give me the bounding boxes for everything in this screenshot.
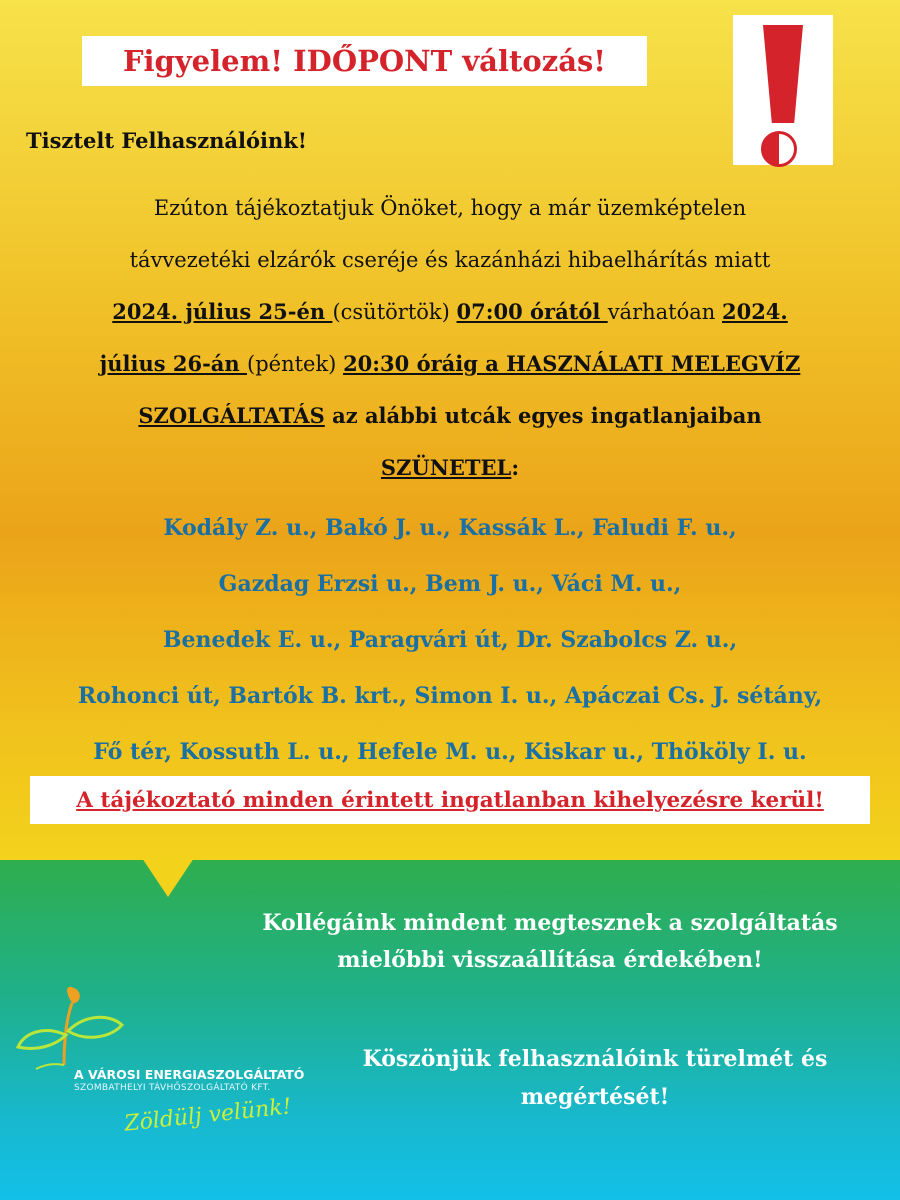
thanks-line-2: megértését!	[520, 1084, 670, 1110]
body-line-1: Ezúton tájékoztatjuk Önöket, hogy a már üzemképtelen	[153, 196, 747, 220]
notice-banner	[30, 776, 870, 824]
sprout-icon	[14, 985, 134, 1075]
end-year: 2024.	[721, 299, 788, 324]
street-line-5: Fő tér, Kossuth L. u., Hefele M. u., Kiskar u., Thököly I. u.	[93, 739, 807, 765]
street-line-3: Benedek E. u., Paragvári út, Dr. Szabolcs Z. u.,	[162, 627, 738, 653]
street-list	[0, 500, 900, 780]
logo-company-name: A VÁROSI ENERGIASZOLGÁLTATÓ	[74, 1067, 305, 1082]
street-line-4: Rohonci út, Bartók B. krt., Simon I. u., Apáczai Cs. J. sétány,	[77, 683, 823, 709]
street-line-2: Gazdag Erzsi u., Bem J. u., Váci M. u.,	[218, 571, 682, 597]
announcement-body	[0, 182, 900, 494]
end-time-service: 20:30 óráig a HASZNÁLATI MELEGVÍZ	[343, 351, 801, 376]
end-day: (péntek)	[247, 352, 344, 376]
colleagues-message	[200, 905, 900, 979]
logo-company-subname: SZOMBATHELYI TÁVHŐSZOLGÁLTATÓ KFT.	[74, 1083, 271, 1093]
service-word: SZOLGÁLTATÁS	[138, 403, 325, 428]
company-logo	[14, 985, 344, 1165]
thanks-line-1: Köszönjük felhasználóink türelmét és	[362, 1046, 828, 1072]
exclamation-dot	[761, 131, 797, 167]
thanks-message	[290, 1040, 900, 1116]
start-date: 2024. július 25-én	[112, 299, 333, 324]
start-time: 07:00 órától	[456, 299, 608, 324]
expected-word: várhatóan	[607, 300, 722, 324]
end-date: július 26-án	[99, 351, 247, 376]
suspended-colon: :	[511, 455, 520, 480]
streets-intro: az alábbi utcák egyes ingatlanjaiban	[324, 403, 762, 428]
exclamation-icon	[733, 15, 833, 165]
title-banner	[82, 36, 647, 86]
page-title: Figyelem! IDŐPONT változás!	[122, 44, 607, 78]
notice-text: A tájékoztató minden érintett ingatlanban kihelyezésre kerül!	[76, 787, 824, 813]
body-line-3	[0, 286, 900, 338]
body-line-2: távvezetéki elzárók cseréje és kazánházi hibaelhárítás miatt	[129, 248, 771, 272]
street-line-1: Kodály Z. u., Bakó J. u., Kassák L., Faludi F. u.,	[163, 515, 737, 541]
body-line-6	[0, 442, 900, 494]
body-line-4	[0, 338, 900, 390]
exclamation-bar	[763, 25, 803, 123]
logo-slogan: Zöldülj velünk!	[123, 1094, 293, 1137]
start-day: (csütörtök)	[332, 300, 457, 324]
greeting: Tisztelt Felhasználóink!	[26, 128, 307, 153]
colleagues-line-2: mielőbbi visszaállítása érdekében!	[337, 947, 763, 973]
colleagues-line-1: Kollégáink mindent megtesznek a szolgáltatás	[262, 910, 838, 936]
body-line-5	[0, 390, 900, 442]
speech-pointer	[140, 855, 196, 897]
suspended-word: SZÜNETEL	[380, 455, 512, 480]
